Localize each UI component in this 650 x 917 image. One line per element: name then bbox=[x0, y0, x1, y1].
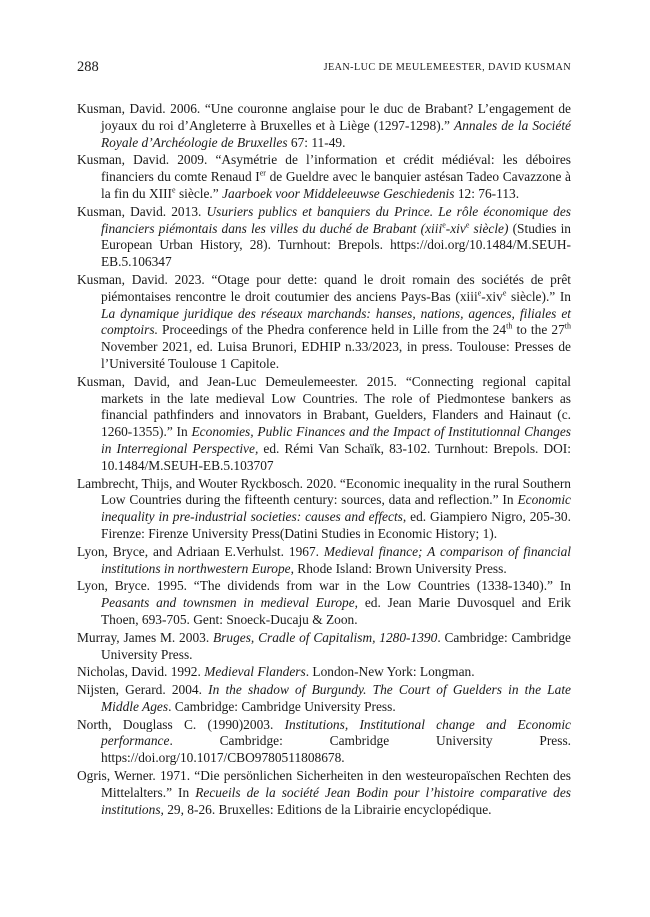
reference-text-segment: Kusman, David. 2006. “Une couronne anglaise pour le duc de Brabant? L’engagement de joyaux du roi d’Angleterre à Bruxelles et à Liège (1297-1298).” bbox=[77, 101, 571, 133]
reference-title-segment: Annales de la Société Royale d’Archéologie de Bruxelles bbox=[101, 117, 571, 150]
reference-text-segment: Kusman, David. 2009. “Asymétrie de l’information et crédit médiéval: les déboires financiers du comte Renaud I bbox=[77, 152, 571, 185]
reference-entry bbox=[77, 374, 571, 475]
reference-superscript: e bbox=[442, 220, 446, 230]
reference-entry bbox=[77, 544, 571, 578]
reference-text-segment: Lyon, Bryce. 1995. “The dividends from war in the Low Countries (1338-1340).” In bbox=[77, 578, 571, 594]
reference-superscript: th bbox=[564, 321, 571, 331]
reference-text-segment: de Gueldre avec le banquier astésan Tadeo Cavazzone à la fin du XIII bbox=[101, 169, 571, 201]
reference-title-segment: Peasants and townsmen in medieval Europe bbox=[101, 595, 355, 611]
reference-text-segment: , Rhode Island: Brown University Press. bbox=[290, 560, 507, 576]
reference-entry bbox=[77, 664, 571, 681]
reference-superscript: e bbox=[502, 288, 507, 298]
reference-title-segment: Economies, Public Finances and the Impact of Institutionnal Changes in Interregional Perspective, bbox=[101, 424, 571, 456]
reference-text-segment: 12: 76-113. bbox=[454, 185, 520, 201]
reference-entry bbox=[77, 630, 571, 664]
reference-title-segment: Economic inequality in pre-industrial societies: causes and effects bbox=[101, 492, 571, 525]
reference-text-segment: Kusman, David, and Jean-Luc Demeulemeester. 2015. “Connecting regional capital markets in the late medieval Low Countries. The role of Piedmontese bankers as financial pathfinders and innovators in Brabant, Guelders, Flanders and Hainaut (c. 1260-1355).” In bbox=[77, 373, 571, 440]
reference-text-segment: Kusman, David. 2013. bbox=[77, 203, 207, 219]
reference-text-segment: siècle.” bbox=[175, 185, 223, 201]
reference-superscript: e bbox=[477, 288, 482, 298]
reference-entry bbox=[77, 578, 571, 628]
reference-text-segment: (Studies in European Urban History, 28). Turnhout: Brepols. https://doi.org/10.1484/M.SEUH-EB.5.106347 bbox=[101, 220, 571, 270]
reference-title-segment: siècle) bbox=[469, 220, 509, 236]
reference-title-segment: Recueils de la société Jean Bodin pour l’histoire comparative des institutions, bbox=[101, 784, 571, 817]
reference-title-segment: La dynamique juridique des réseaux marchands: hanses, nations, agences, filiales et comptoirs. bbox=[101, 305, 571, 338]
reference-text-segment: to the 27 bbox=[512, 322, 565, 338]
reference-text-segment: Murray, James M. 2003. bbox=[77, 629, 213, 645]
reference-text-segment: -xiv bbox=[481, 288, 503, 304]
reference-title-segment: Bruges, Cradle of Capitalism, 1280-1390 bbox=[213, 629, 438, 645]
reference-superscript: th bbox=[506, 321, 513, 331]
reference-superscript: e bbox=[465, 220, 470, 230]
reference-title-segment: Medieval finance; A comparison of financial institutions in northwestern Europe bbox=[101, 543, 571, 576]
running-head: JEAN-LUC DE MEULEMEESTER, DAVID KUSMAN bbox=[323, 62, 571, 73]
reference-entry bbox=[77, 476, 571, 543]
reference-text-segment: . London-New York: Longman. bbox=[305, 664, 475, 680]
reference-text-segment: Ogris, Werner. 1971. “Die persönlichen Sicherheiten in den westeuropaïschen Rechten des Mittelalters.” In bbox=[77, 768, 571, 800]
reference-text-segment: , ed. Jean Marie Duvosquel and Erik Thoen, 693-705. Gent: Snoeck-Ducaju & Zoon. bbox=[101, 595, 571, 627]
reference-list bbox=[77, 101, 571, 819]
reference-text-segment: Nicholas, David. 1992. bbox=[77, 664, 205, 680]
reference-title-segment: In the shadow of Burgundy. The Court of Guelders in the Late Middle Ages bbox=[101, 682, 571, 714]
reference-entry bbox=[77, 152, 571, 202]
reference-text-segment: , ed. Giampiero Nigro, 205-30. Firenze: Firenze University Press(Datini Studies in Economic History; 1). bbox=[101, 509, 571, 541]
reference-text-segment: . Cambridge: Cambridge University Press. https://doi.org/10.1017/CBO9780511808678. bbox=[101, 733, 571, 766]
reference-entry bbox=[77, 272, 571, 373]
reference-text-segment: ed. Rémi Van Schaïk, 83-102. Turnhout: Brepols. DOI: 10.1484/M.SEUH-EB.5.103707 bbox=[101, 440, 571, 473]
reference-title-segment: Jaarboek voor Middeleeuwse Geschiedenis bbox=[222, 185, 455, 201]
reference-text-segment: Lyon, Bryce, and Adriaan E.Verhulst. 1967. bbox=[77, 543, 324, 559]
reference-title-segment: Medieval Flanders bbox=[204, 664, 306, 680]
reference-text-segment: 67: 11-49. bbox=[287, 134, 346, 150]
reference-title-segment: -xiv bbox=[445, 220, 466, 236]
reference-text-segment: North, Douglass C. (1990)2003. bbox=[77, 716, 285, 732]
reference-entry bbox=[77, 204, 571, 271]
reference-entry bbox=[77, 768, 571, 818]
reference-superscript: er bbox=[259, 168, 266, 178]
reference-entry bbox=[77, 101, 571, 151]
reference-text-segment: . Cambridge: Cambridge University Press. bbox=[101, 629, 572, 662]
reference-text-segment: November 2021, ed. Luisa Brunori, EDHIP n.33/2023, in press. Toulouse: Presses de l’Université Toulouse 1 Capitole. bbox=[101, 339, 571, 371]
reference-text-segment: Nijsten, Gerard. 2004. bbox=[77, 682, 209, 698]
reference-title-segment: Institutions, Institutional change and Economic performance bbox=[101, 716, 571, 749]
reference-text-segment: Lambrecht, Thijs, and Wouter Ryckbosch. 2020. “Economic inequality in the rural Southern Low Countries during the fifteenth century: sources, data and reflection.” In bbox=[77, 475, 571, 508]
reference-text-segment: . Cambridge: Cambridge University Press. bbox=[168, 698, 396, 714]
reference-superscript: e bbox=[172, 185, 176, 195]
reference-entry bbox=[77, 682, 571, 716]
reference-text-segment: siècle).” In bbox=[506, 288, 571, 304]
reference-entry bbox=[77, 717, 571, 767]
reference-text-segment: Proceedings of the Phedra conference held in Lille from the 24 bbox=[157, 322, 507, 338]
page-number: 288 bbox=[77, 59, 99, 75]
reference-text-segment: Kusman, David. 2023. “Otage pour dette: quand le droit romain des sociétés de prêt piémontaises rencontre le droit coutumier des anciens Pays-Bas (xiii bbox=[77, 271, 571, 304]
reference-text-segment: 29, 8-26. Bruxelles: Editions de la Librairie encyclopédique. bbox=[163, 801, 492, 817]
reference-title-segment: Usuriers publics et banquiers du Prince. Le rôle économique des financiers piémontais dans les villes du duché de Brabant (xiii bbox=[101, 203, 571, 236]
